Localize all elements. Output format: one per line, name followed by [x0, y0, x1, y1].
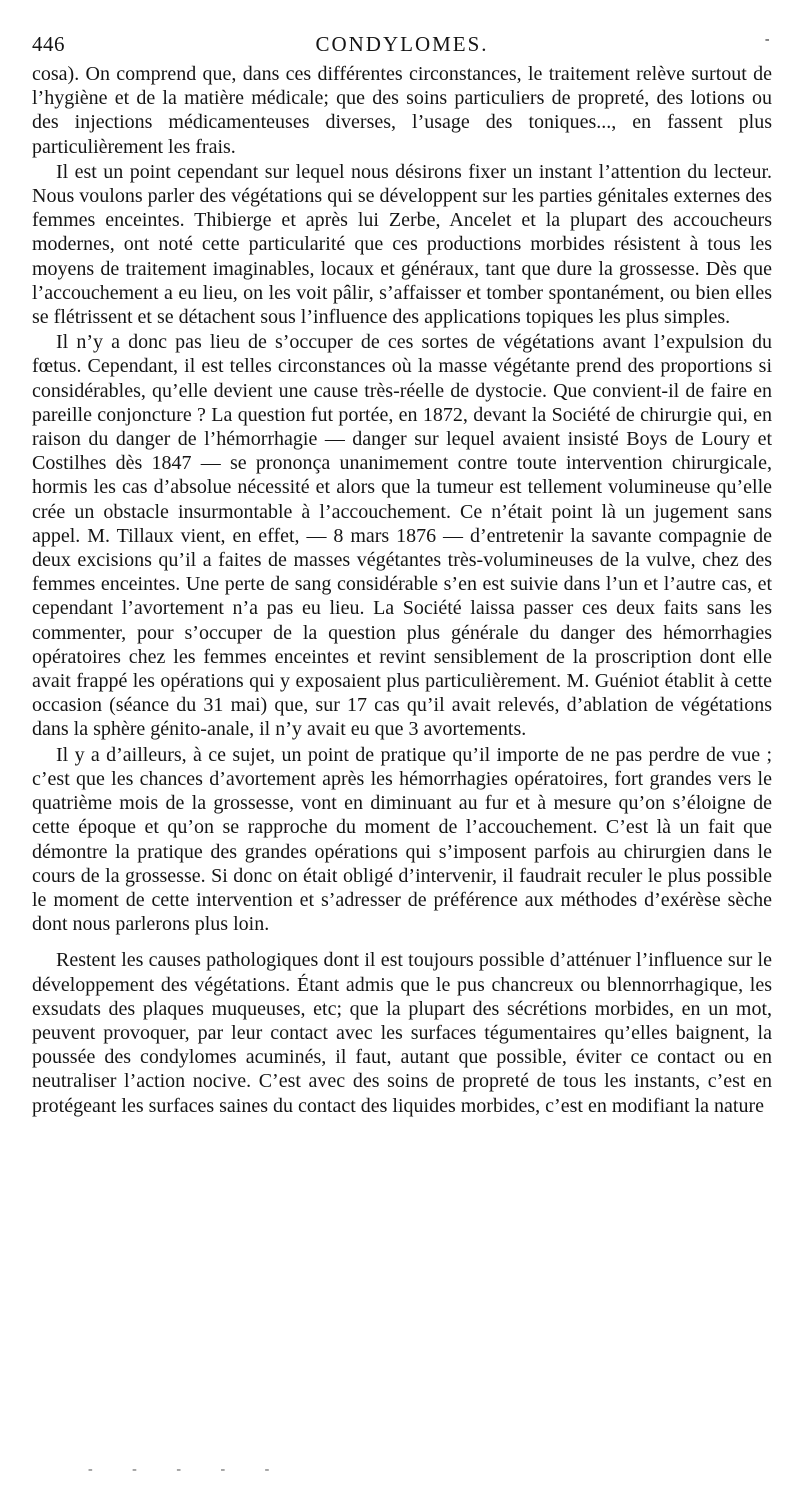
body-text: [32, 62, 772, 1118]
footer-marks: - - - - -: [88, 1462, 288, 1477]
paragraph-2: Il est un point cependant sur lequel nous désirons fixer un instant l’attention du lecteur. Nous voulons parler des végétations qui se développent sur les parties génitales externes des femmes enceintes. Thibierge et après lui Zerbe, Ancelet et la plupart des accoucheurs modernes, ont noté cette particularité que ces productions morbides résistent à tous les moyens de traitement imaginables, locaux et généraux, tant que dure la grossesse. Dès que l’accouchement a eu lieu, on les voit pâlir, s’affaisser et tomber spontanément, ou bien elles se flétrissent et se détachent sous l’influence des applications topiques les plus simples.: [32, 160, 772, 329]
running-title: CONDYLOMES.: [315, 32, 489, 56]
paragraph-1: cosa). On comprend que, dans ces différentes circonstances, le traitement relève surtout de l’hygiène et de la matière médicale; que des soins particuliers de propreté, des lotions ou des injections médicamenteuses diverses, l’usage des toniques..., en fassent plus particulièrement les frais.: [32, 63, 772, 158]
paragraph-4: Il y a d’ailleurs, à ce sujet, un point de pratique qu’il importe de ne pas perdre de vue ; c’est que les chances d’avortement après les hémorrhagies opératoires, fort grandes vers le quatrième mois de la grossesse, vont en diminuant au fur et à mesure qu’on s’éloigne de cette époque et qu’on se rapproche du moment de l’accouchement. C’est là un fait que démontre la pratique des grandes opérations qui s’imposent parfois au chirurgien dans le cours de la grossesse. Si donc on était obligé d’intervenir, il faudrait reculer le plus possible le moment de cette intervention et s’adresser de préférence aux méthodes d’exérèse sèche dont nous parlerons plus loin.: [32, 743, 772, 936]
paragraph-5: Restent les causes pathologiques dont il est toujours possible d’atténuer l’influence sur le développement des végétations. Étant admis que le pus chancreux ou blennorrhagique, les exsudats des plaques muqueuses, etc; que la plupart des sécrétions morbides, en un mot, peuvent provoquer, par leur contact avec les surfaces tégumentaires qu’elles baignent, la poussée des condylomes acuminés, il faut, autant que possible, éviter ce contact ou en neutraliser l’action nocive. C’est avec des soins de propreté de tous les instants, c’est en protégeant les surfaces saines du contact des liquides morbides, c’est en modifiant la nature: [32, 949, 772, 1117]
header-mark: -: [764, 32, 770, 47]
page-number: 446: [32, 32, 65, 56]
book-page: [32, 28, 772, 1118]
page-header: [32, 28, 772, 62]
paragraph-3: Il n’y a donc pas lieu de s’occuper de ces sortes de végétations avant l’expulsion du fœtus. Cependant, il est telles circonstances où la masse végétante prend des proportions si considérables, qu’elle devient une cause très-réelle de dystocie. Que convient-il de faire en pareille conjoncture ? La question fut portée, en 1872, devant la Société de chirurgie qui, en raison du danger de l’hémorrhagie — danger sur lequel avaient insisté Boys de Loury et Costilhes dès 1847 — se prononça unanimement contre toute intervention chirurgicale, hormis les cas d’absolue nécessité et alors que la tumeur est tellement volumineuse qu’elle crée un obstacle insurmontable à l’accouchement. Ce n’était point là un jugement sans appel. M. Tillaux vient, en effet, — 8 mars 1876 — d’entretenir la savante compagnie de deux excisions qu’il a faites de masses végétantes très-volumineuses de la vulve, chez des femmes enceintes. Une perte de sang considérable s’en est suivie dans l’un et l’autre cas, et cependant l’avortement n’a pas eu lieu. La Société laissa passer ces deux faits sans les commenter, pour s’occuper de la question plus générale du danger des hémorrhagies opératoires chez les femmes enceintes et revint sensiblement de la proscription dont elle avait frappé les opérations qui y exposaient plus particulièrement. M. Guéniot établit à cette occasion (séance du 31 mai) que, sur 17 cas qu’il avait relevés, d’ablation de végétations dans la sphère génito-anale, il n’y avait eu que 3 avortements.: [32, 331, 772, 741]
